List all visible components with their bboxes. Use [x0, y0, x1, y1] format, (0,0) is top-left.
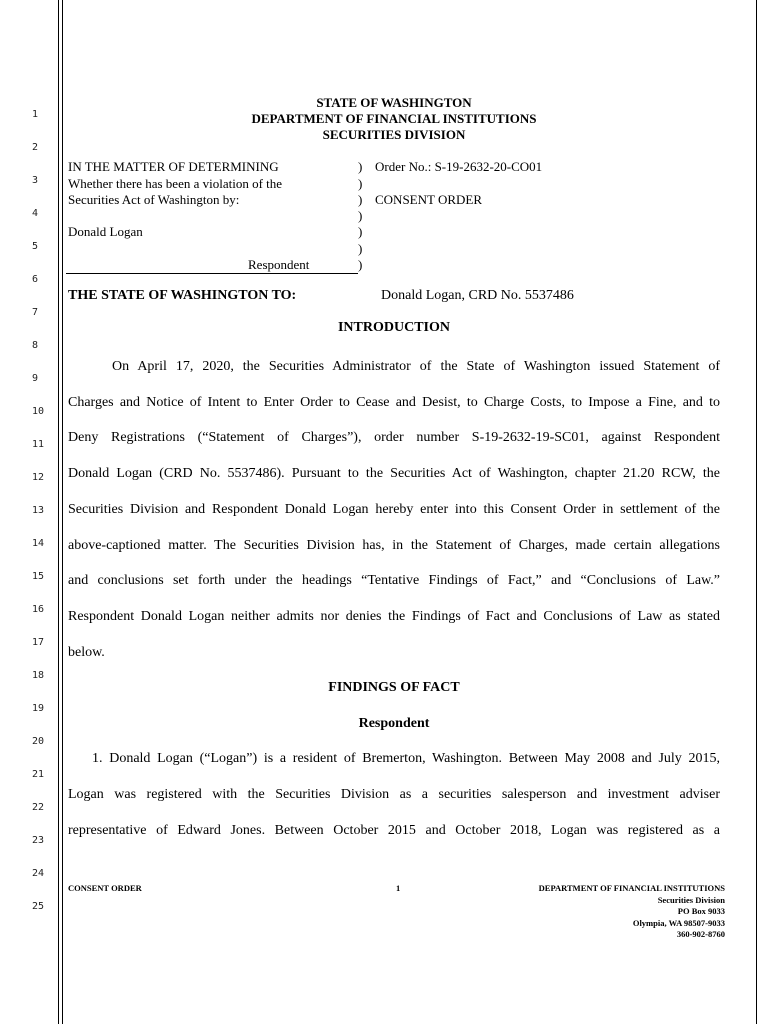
footer-department: DEPARTMENT OF FINANCIAL INSTITUTIONS [538, 883, 725, 893]
caption-paren: ) [358, 241, 363, 256]
line-number: 5 [32, 241, 39, 252]
paragraph-line: Charges and Notice of Intent to Enter Order to Cease and Desist, to Charge Costs, to Impose a Fine, and to [68, 395, 720, 410]
caption-paren: ) [358, 159, 363, 174]
order-type: CONSENT ORDER [375, 192, 483, 207]
caption-paren: ) [358, 224, 363, 239]
line-number: 1 [32, 109, 39, 120]
line-number: 14 [32, 538, 45, 549]
line-number: 4 [32, 208, 39, 219]
left-margin-rule-2 [62, 0, 63, 1024]
footer-phone: 360-902-8760 [676, 929, 725, 939]
line-number: 19 [32, 703, 45, 714]
order-number: Order No.: S-19-2632-20-CO01 [375, 159, 543, 174]
paragraph-line: Donald Logan (CRD No. 5537486). Pursuant to the Securities Act of Washington, chapter 21.20 RCW, the [68, 466, 720, 481]
line-number: 16 [32, 604, 45, 615]
line-number: 20 [32, 736, 45, 747]
caption-paren: ) [358, 176, 363, 191]
page-number: 1 [396, 883, 401, 893]
paragraph-line: above-captioned matter. The Securities Division has, in the Statement of Charges, made certain allegations [68, 538, 720, 553]
addressee-name: Donald Logan, CRD No. 5537486 [381, 288, 574, 303]
footer-address [539, 883, 725, 941]
paragraph-line: below. [68, 645, 105, 660]
addressee-to: THE STATE OF WASHINGTON TO: [68, 288, 297, 303]
header-division: SECURITIES DIVISION [322, 127, 466, 142]
paragraph-line: On April 17, 2020, the Securities Administrator of the State of Washington issued Statement of [112, 359, 720, 374]
header-department: DEPARTMENT OF FINANCIAL INSTITUTIONS [251, 111, 537, 126]
line-number: 15 [32, 571, 45, 582]
left-margin-rule-1 [58, 0, 59, 1024]
caption-line: Whether there has been a violation of the [68, 176, 283, 191]
paragraph-line: Securities Division and Respondent Donald Logan hereby enter into this Consent Order in settlement of the [68, 502, 720, 517]
paragraph-line: Deny Registrations (“Statement of Charges”), order number S-19-2632-19-SC01, against Respondent [68, 430, 720, 445]
paragraph-line: representative of Edward Jones. Between October 2015 and October 2018, Logan was registered as a [68, 823, 720, 838]
line-number: 6 [32, 274, 39, 285]
line-number: 8 [32, 340, 39, 351]
introduction-heading: INTRODUCTION [337, 320, 450, 335]
header-state: STATE OF WASHINGTON [316, 95, 472, 110]
line-number: 7 [32, 307, 39, 318]
line-number: 18 [32, 670, 45, 681]
paragraph-line: 1. Donald Logan (“Logan”) is a resident of Bremerton, Washington. Between May 2008 and July 2015, [92, 751, 720, 766]
respondent-label: Respondent [248, 257, 310, 272]
paragraph-line: Respondent Donald Logan neither admits nor denies the Findings of Fact and Conclusions of Law as stated [68, 609, 720, 624]
footer-city: Olympia, WA 98507-9033 [632, 917, 725, 928]
caption-line: Securities Act of Washington by: [68, 192, 240, 207]
right-margin-rule [756, 0, 757, 1024]
line-number: 3 [32, 175, 39, 186]
line-number: 17 [32, 637, 45, 648]
line-number: 12 [32, 472, 45, 483]
line-number: 25 [32, 901, 45, 912]
line-number: 2 [32, 142, 39, 153]
caption-paren: ) [358, 208, 363, 223]
caption-underline [66, 273, 358, 274]
footer-division: Securities Division [657, 894, 725, 905]
caption-paren: ) [358, 192, 363, 207]
footer-title: CONSENT ORDER [68, 883, 142, 893]
respondent-name: Donald Logan [68, 224, 143, 239]
line-number: 21 [32, 769, 45, 780]
paragraph-line: and conclusions set forth under the headings “Tentative Findings of Fact,” and “Conclusions of Law.” [68, 573, 720, 588]
line-number: 10 [32, 406, 45, 417]
respondent-heading: Respondent [358, 716, 430, 731]
line-number: 24 [32, 868, 45, 879]
line-number: 9 [32, 373, 39, 384]
line-number: 13 [32, 505, 45, 516]
line-number: 23 [32, 835, 45, 846]
line-number: 22 [32, 802, 45, 813]
paragraph-line: Logan was registered with the Securities Division as a securities salesperson and investment adviser [68, 787, 720, 802]
caption-line: IN THE MATTER OF DETERMINING [68, 159, 279, 174]
findings-heading: FINDINGS OF FACT [328, 680, 460, 695]
footer-po-box: PO Box 9033 [677, 906, 725, 916]
caption-paren: ) [358, 257, 363, 272]
line-number: 11 [32, 439, 45, 450]
